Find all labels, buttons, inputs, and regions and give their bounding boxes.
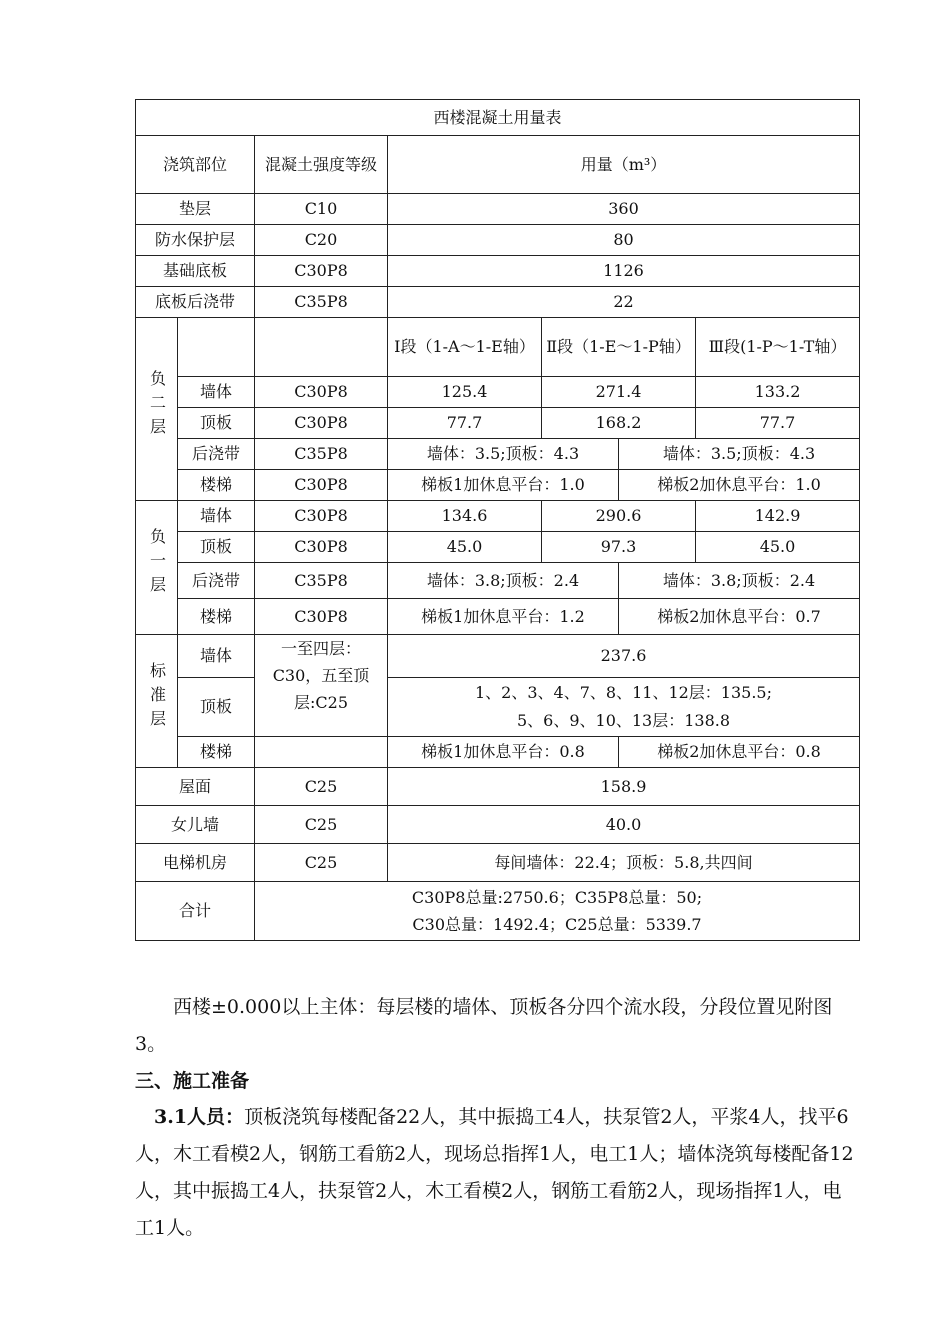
segment-2-header: Ⅱ段（1-E～1-P轴） xyxy=(542,318,696,377)
row-grade: C25 xyxy=(255,806,388,844)
value-seg3: 45.0 xyxy=(696,532,860,563)
item-name: 楼梯 xyxy=(178,599,255,635)
table-title: 西楼混凝土用量表 xyxy=(136,100,860,136)
row-qty: 80 xyxy=(388,225,860,256)
slab-line-1: 1、2、3、4、7、8、11、12层：135.5; xyxy=(475,683,772,702)
paragraph-personnel xyxy=(135,1099,859,1247)
value-all xyxy=(388,678,860,737)
total-line-1: C30P8总量:2750.6；C35P8总量：50; xyxy=(411,888,703,907)
personnel-text: 顶板浇筑每楼配备22人，其中振捣工4人，扶泵管2人，平浆4人，找平6人，木工看模2人，钢筋工看筋2人，现场总指挥1人，电工1人；墙体浇筑每楼配备12人，其中振捣工4人，扶泵管2人，木工看模2人，钢筋工看筋2人，现场指挥1人，电工1人。 xyxy=(135,1106,854,1239)
item-grade: C30P8 xyxy=(255,470,388,501)
item-grade: C35P8 xyxy=(255,439,388,470)
value-left: 梯板1加休息平台：1.0 xyxy=(388,470,619,501)
value-left: 墙体：3.8;顶板：2.4 xyxy=(388,563,619,599)
value-left: 梯板1加休息平台：1.2 xyxy=(388,599,619,635)
value-seg2: 271.4 xyxy=(542,377,696,408)
row-label: 屋面 xyxy=(136,768,255,806)
item-name: 顶板 xyxy=(178,532,255,563)
value-right: 梯板2加休息平台：0.7 xyxy=(619,599,860,635)
row-grade: C30P8 xyxy=(255,256,388,287)
value-seg3: 133.2 xyxy=(696,377,860,408)
value-seg1: 125.4 xyxy=(388,377,542,408)
value-right: 梯板2加休息平台：1.0 xyxy=(619,470,860,501)
value-seg2: 290.6 xyxy=(542,501,696,532)
row-label: 电梯机房 xyxy=(136,844,255,882)
value-seg3: 77.7 xyxy=(696,408,860,439)
row-label: 女儿墙 xyxy=(136,806,255,844)
value-right: 墙体：3.5;顶板：4.3 xyxy=(619,439,860,470)
slab-line-2: 5、6、9、10、13层：138.8 xyxy=(516,711,731,730)
item-name: 楼梯 xyxy=(178,470,255,501)
empty-cell xyxy=(255,318,388,377)
row-label: 基础底板 xyxy=(136,256,255,287)
item-name: 顶板 xyxy=(178,678,255,737)
item-name: 墙体 xyxy=(178,635,255,678)
row-qty: 40.0 xyxy=(388,806,860,844)
row-qty: 每间墙体：22.4；顶板：5.8,共四间 xyxy=(388,844,860,882)
row-qty: 360 xyxy=(388,194,860,225)
segment-3-header: Ⅲ段(1-P～1-T轴） xyxy=(696,318,860,377)
personnel-label: 3.1人员： xyxy=(154,1106,245,1128)
item-name: 后浇带 xyxy=(178,563,255,599)
row-qty: 22 xyxy=(388,287,860,318)
segment-1-header: Ⅰ段（1-A～1-E轴） xyxy=(388,318,542,377)
paragraph-west-building: 西楼±0.000以上主体：每层楼的墙体、顶板各分四个流水段，分段位置见附图3。 xyxy=(135,996,833,1055)
item-grade: C30P8 xyxy=(255,599,388,635)
header-grade: 混凝土强度等级 xyxy=(255,136,388,194)
concrete-usage-table xyxy=(135,99,860,941)
total-label: 合计 xyxy=(136,882,255,941)
item-grade: C30P8 xyxy=(255,377,388,408)
empty-cell xyxy=(178,318,255,377)
value-seg1: 77.7 xyxy=(388,408,542,439)
row-qty: 158.9 xyxy=(388,768,860,806)
value-all: 237.6 xyxy=(388,635,860,678)
item-grade: C30P8 xyxy=(255,501,388,532)
row-grade: C20 xyxy=(255,225,388,256)
row-qty: 1126 xyxy=(388,256,860,287)
row-label: 垫层 xyxy=(136,194,255,225)
value-left: 墙体：3.5;顶板：4.3 xyxy=(388,439,619,470)
floor-label-b2: 负二层 xyxy=(136,318,178,501)
item-name: 墙体 xyxy=(178,377,255,408)
value-right: 梯板2加休息平台：0.8 xyxy=(619,737,860,768)
value-left: 梯板1加休息平台：0.8 xyxy=(388,737,619,768)
value-seg2: 168.2 xyxy=(542,408,696,439)
value-seg3: 142.9 xyxy=(696,501,860,532)
value-seg2: 97.3 xyxy=(542,532,696,563)
row-grade: C25 xyxy=(255,768,388,806)
value-right: 墙体：3.8;顶板：2.4 xyxy=(619,563,860,599)
total-value xyxy=(255,882,860,941)
item-grade: 一至四层：C30，五至顶层:C25 xyxy=(255,635,388,737)
floor-label-std: 标准层 xyxy=(136,635,178,768)
item-grade: C35P8 xyxy=(255,563,388,599)
floor-label-b1: 负一层 xyxy=(136,501,178,635)
header-part: 浇筑部位 xyxy=(136,136,255,194)
total-line-2: C30总量：1492.4；C25总量：5339.7 xyxy=(412,915,702,934)
item-name: 后浇带 xyxy=(178,439,255,470)
section-heading: 三、施工准备 xyxy=(135,1070,250,1092)
row-label: 底板后浇带 xyxy=(136,287,255,318)
row-grade: C10 xyxy=(255,194,388,225)
item-grade: C30P8 xyxy=(255,408,388,439)
header-qty: 用量（m³） xyxy=(388,136,860,194)
item-grade: C30P8 xyxy=(255,532,388,563)
row-grade: C25 xyxy=(255,844,388,882)
row-grade: C35P8 xyxy=(255,287,388,318)
item-name: 顶板 xyxy=(178,408,255,439)
value-seg1: 134.6 xyxy=(388,501,542,532)
row-label: 防水保护层 xyxy=(136,225,255,256)
item-grade xyxy=(255,737,388,768)
item-name: 墙体 xyxy=(178,501,255,532)
item-name: 楼梯 xyxy=(178,737,255,768)
value-seg1: 45.0 xyxy=(388,532,542,563)
